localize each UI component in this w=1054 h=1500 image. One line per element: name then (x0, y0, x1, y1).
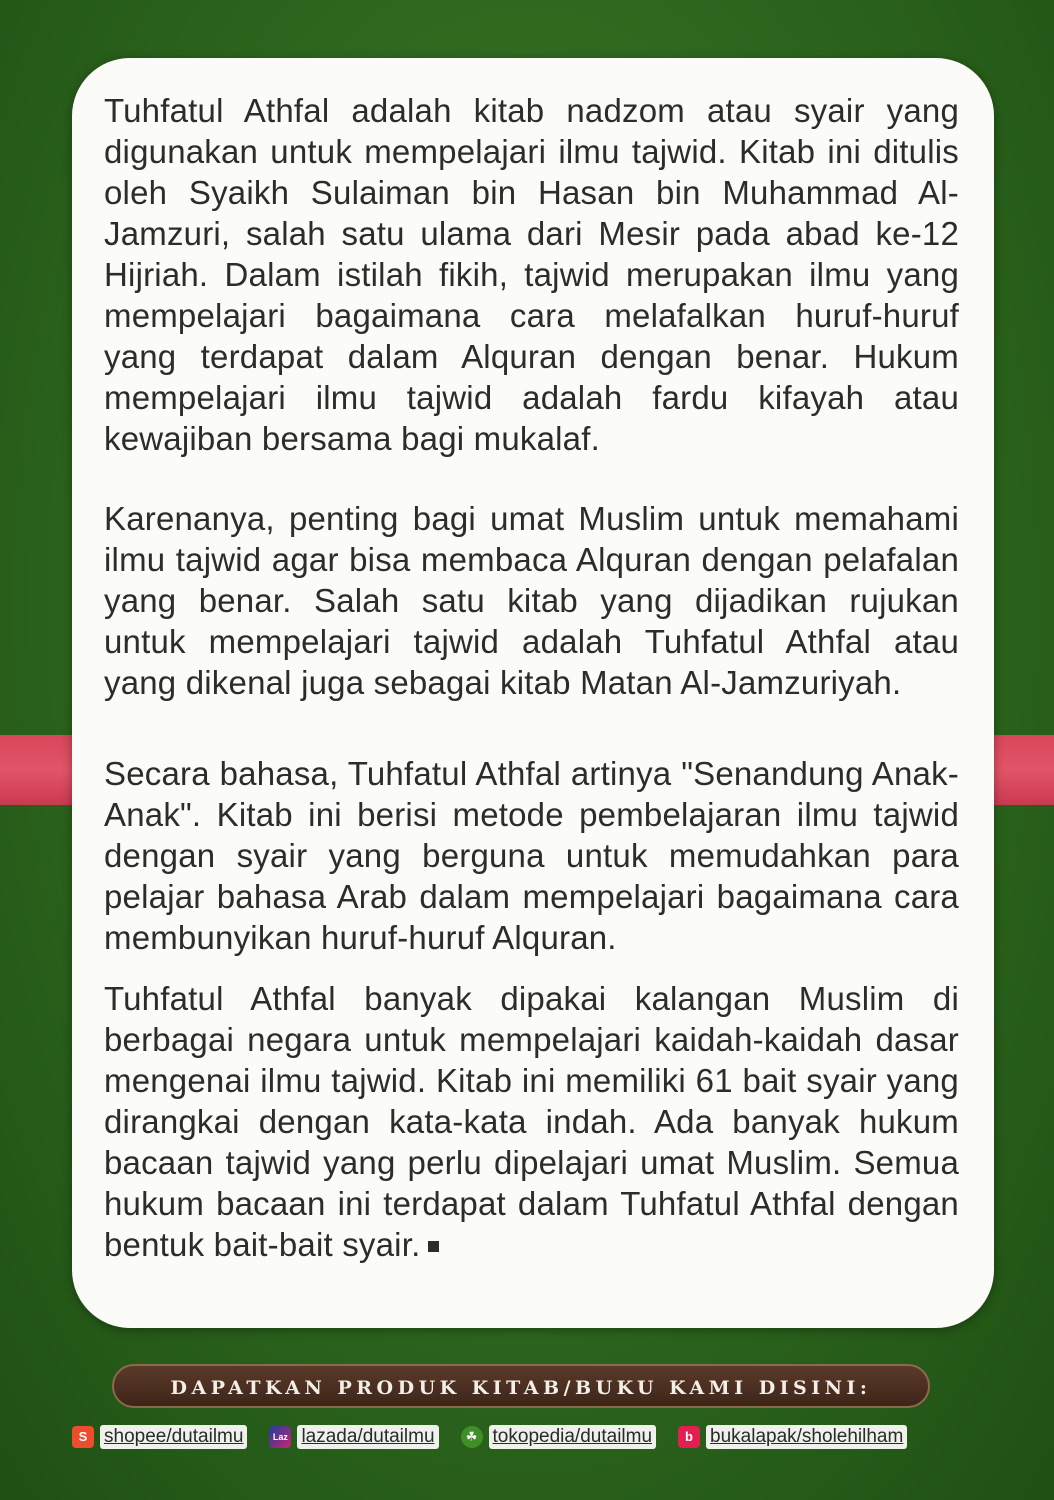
paragraph-1: Tuhfatul Athfal adalah kitab nadzom atau syair yang digunakan untuk mempelajari ilmu tajwid. Kitab ini ditulis oleh Syaikh Sulaiman bin Hasan bin Muhammad Al-Jamzuri, salah satu ulama dari Mesir pada abad ke-12 Hijriah. Dalam istilah fikih, tajwid merupakan ilmu yang mempelajari bagaimana cara melafalkan huruf-huruf yang terdapat dalam Alquran dengan benar. Hukum mempelajari ilmu tajwid adalah fardu kifayah atau kewajiban bersama bagi mukalaf. (104, 92, 959, 457)
store-link-bukalapak[interactable] (678, 1425, 907, 1449)
end-mark-icon (428, 1241, 439, 1252)
paragraph-3: Secara bahasa, Tuhfatul Athfal artinya "Senandung Anak-Anak". Kitab ini berisi metode pembelajaran ilmu tajwid dengan syair yang berguna untuk memudahkan para pelajar bahasa Arab dalam mempelajari bagaimana cara membunyikan huruf-huruf Alquran. (104, 755, 959, 956)
store-links (72, 1422, 1012, 1452)
store-label-shopee: shopee/dutailmu (100, 1425, 247, 1449)
paragraph-4 (104, 978, 959, 1265)
store-label-lazada: lazada/dutailmu (297, 1425, 438, 1449)
store-link-lazada[interactable] (269, 1425, 438, 1449)
store-link-tokopedia[interactable] (461, 1425, 657, 1449)
store-label-bukalapak: bukalapak/sholehilham (706, 1425, 907, 1449)
store-link-shopee[interactable] (72, 1425, 247, 1449)
description-card (72, 58, 994, 1328)
lazada-icon: Laz (269, 1426, 291, 1448)
promo-banner: DAPATKAN PRODUK KITAB/BUKU KAMI DISINI: (112, 1364, 930, 1408)
tokopedia-icon: ☘ (461, 1426, 483, 1448)
store-label-tokopedia: tokopedia/dutailmu (489, 1425, 657, 1449)
bukalapak-icon: b (678, 1426, 700, 1448)
shopee-icon: S (72, 1426, 94, 1448)
paragraph-2: Karenanya, penting bagi umat Muslim untuk memahami ilmu tajwid agar bisa membaca Alquran dengan pelafalan yang benar. Salah satu kitab yang dijadikan rujukan untuk mempelajari tajwid adalah Tuhfatul Athfal atau yang dikenal juga sebagai kitab Matan Al-Jamzuriyah. (104, 500, 959, 701)
paragraph-4-text: Tuhfatul Athfal banyak dipakai kalangan Muslim di berbagai negara untuk mempelajari kaidah-kaidah dasar mengenai ilmu tajwid. Kitab ini memiliki 61 bait syair yang dirangkai dengan kata-kata indah. Ada banyak hukum bacaan tajwid yang perlu dipelajari umat Muslim. Semua hukum bacaan ini terdapat dalam Tuhfatul Athfal dengan bentuk bait-bait syair. (104, 980, 959, 1263)
